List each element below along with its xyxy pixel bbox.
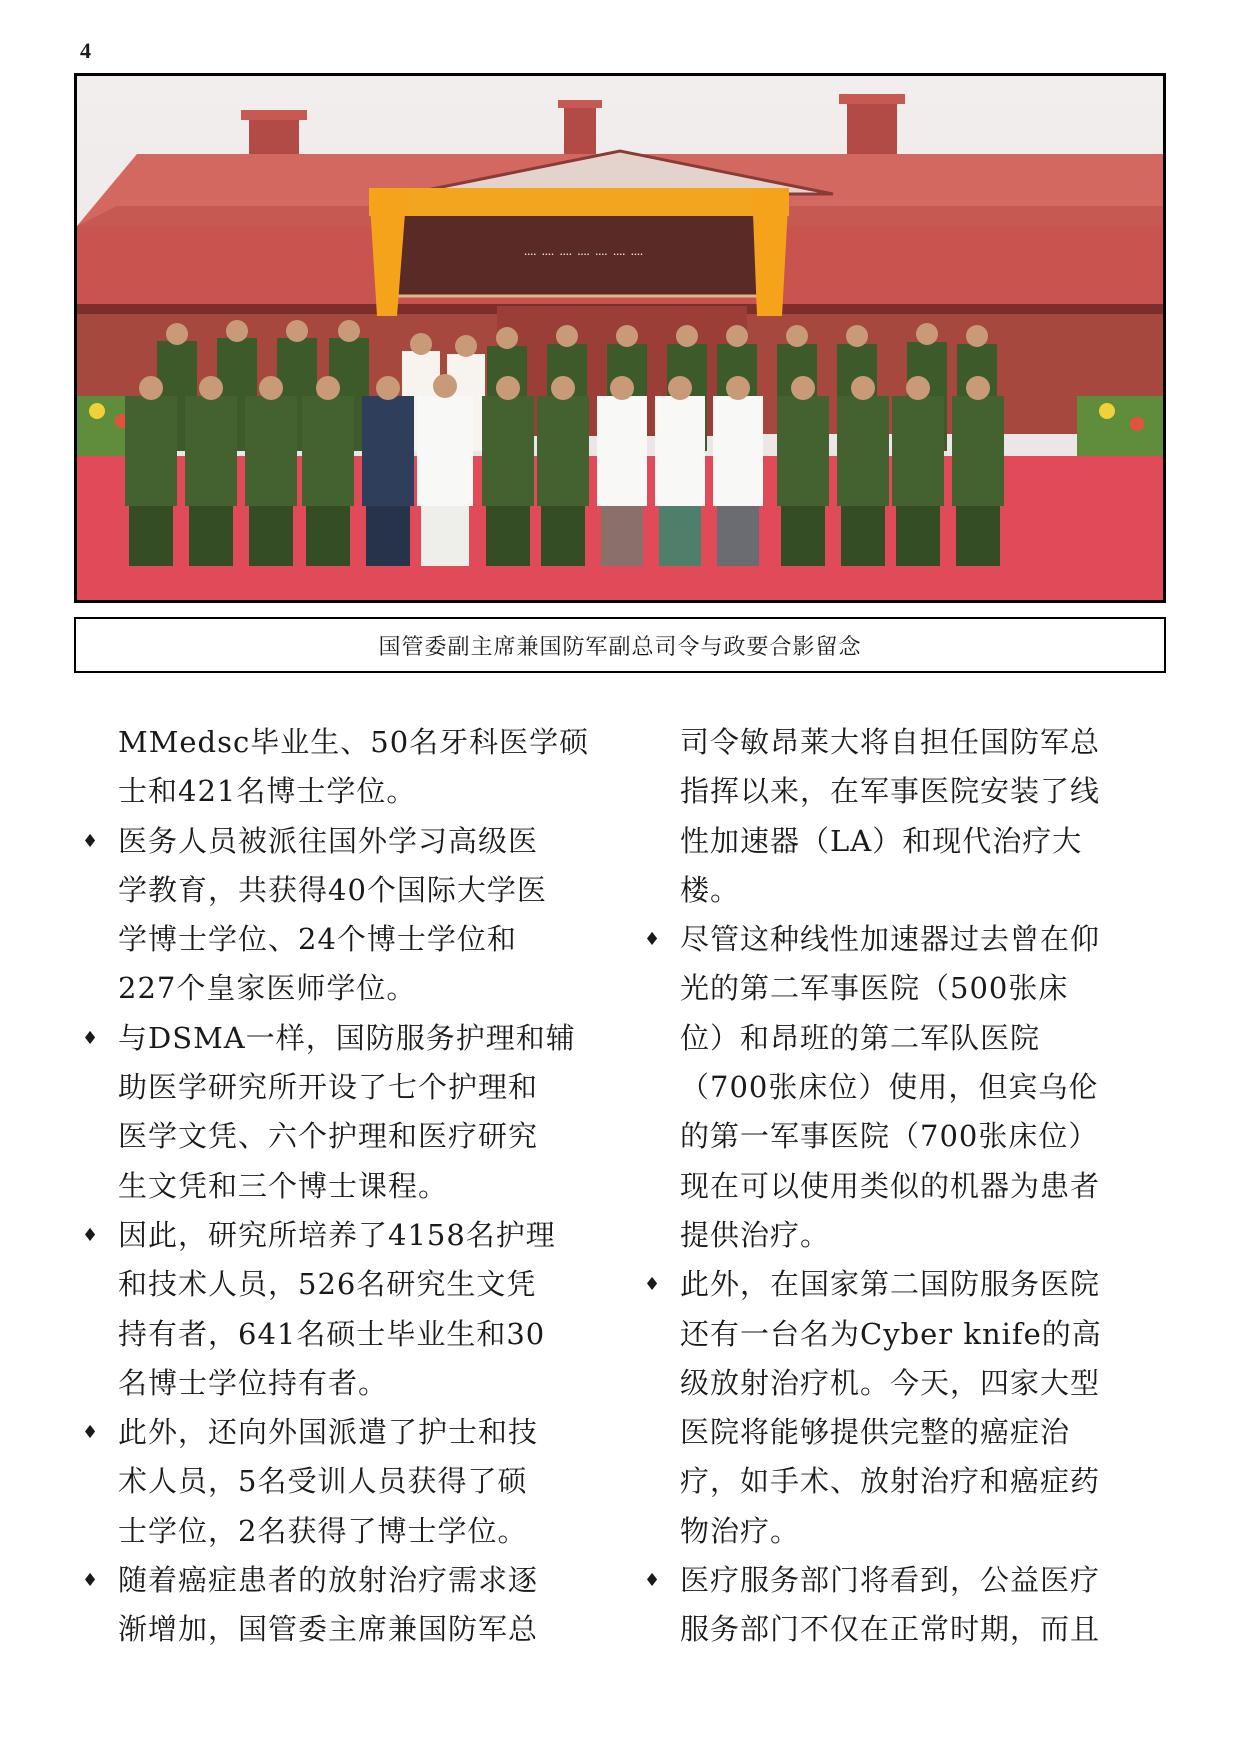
list-item: ♦ 尽管这种线性加速器过去曾在仰 光的第二军事医院（500张床 位）和昂班的第二军队医院 （700张床位）使用，但宾乌伦 的第一军事医院（700张床位） 现在可以使用类似的机器为患者 提供治疗。: [680, 915, 1160, 1260]
list-item: ♦ 随着癌症患者的放射治疗需求逐 渐增加，国管委主席兼国防军总: [118, 1556, 598, 1655]
continuation-paragraph: 司令敏昂莱大将自担任国防军总 指挥以来，在军事医院安装了线 性加速器（LA）和现代治疗大 楼。: [680, 725, 1101, 907]
bullet-diamond-icon: ♦: [644, 1274, 662, 1296]
left-column: [82, 718, 598, 1655]
bullet-diamond-icon: ♦: [82, 1224, 100, 1246]
group-photo-icon: [77, 76, 1163, 600]
list-item: ♦ 此外，在国家第二国防服务医院 还有一台名为Cyber knife的高 级放射治疗机。今天，四家大型 医院将能够提供完整的癌症治 疗，如手术、放射治疗和癌症药 物治疗。: [680, 1260, 1160, 1556]
group-photo: [74, 73, 1166, 603]
list-item: ♦ 医务人员被派往国外学习高级医 学教育，共获得40个国际大学医 学博士学位、24个博士学位和 227个皇家医师学位。: [118, 817, 598, 1014]
myanmar-script-signboard: ᠁ ᠁ ᠁ ᠁ ᠁ ᠁ ᠁: [521, 248, 643, 262]
bullet-diamond-icon: ♦: [644, 1570, 662, 1592]
page-number: 4: [80, 38, 91, 63]
continuation-paragraph: MMedsc毕业生、50名牙科医学硕 士和421名博士学位。: [118, 725, 590, 809]
bullet-diamond-icon: ♦: [82, 1422, 100, 1444]
bullet-diamond-icon: ♦: [82, 1570, 100, 1592]
list-item: ♦ 医疗服务部门将看到，公益医疗 服务部门不仅在正常时期，而且: [680, 1556, 1160, 1655]
right-column: [644, 718, 1160, 1655]
photo-caption: 国管委副主席兼国防军副总司令与政要合影留念: [74, 617, 1166, 673]
list-item: ♦ 与DSMA一样，国防服务护理和辅 助医学研究所开设了七个护理和 医学文凭、六个护理和医疗研究 生文凭和三个博士课程。: [118, 1014, 598, 1211]
list-item: ♦ 此外，还向外国派遣了护士和技 术人员，5名受训人员获得了硕 士学位，2名获得了博士学位。: [118, 1408, 598, 1556]
bullet-diamond-icon: ♦: [644, 929, 662, 951]
bullet-diamond-icon: ♦: [82, 1027, 100, 1049]
list-item: ♦ 因此，研究所培养了4158名护理 和技术人员，526名研究生文凭 持有者，641名硕士毕业生和30 名博士学位持有者。: [118, 1211, 598, 1408]
bullet-diamond-icon: ♦: [82, 830, 100, 852]
